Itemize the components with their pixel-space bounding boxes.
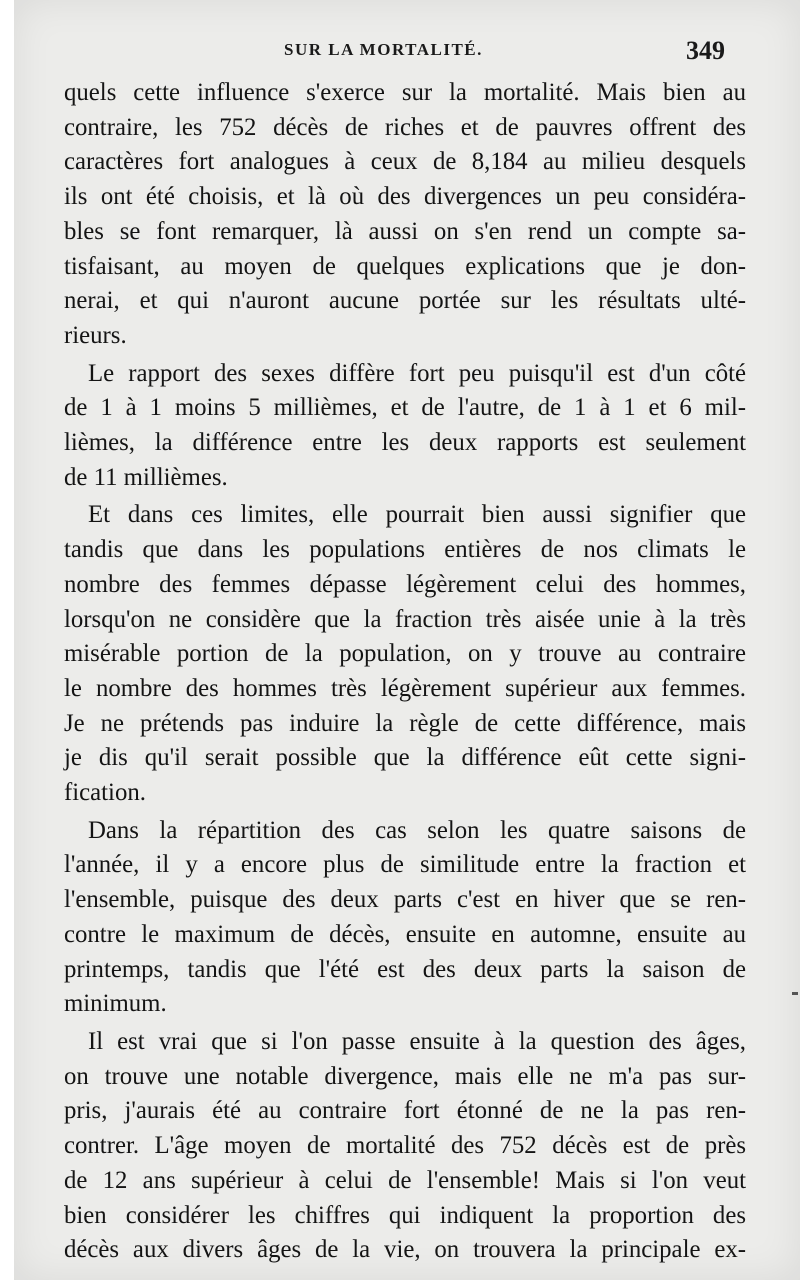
text-line: tandis que dans les populations entières de nos climats le <box>64 536 746 564</box>
text-line: Dans la répartition des cas selon les quatre saisons de <box>88 816 746 844</box>
text-line: bles se font remarquer, là aussi on s'en rend un compte sa- <box>64 217 746 245</box>
text-line: contre le maximum de décès, ensuite en automne, ensuite au <box>64 920 746 948</box>
text-line: nombre des femmes dépasse légèrement celui des hommes, <box>64 570 746 598</box>
paragraph-4 <box>64 814 746 1022</box>
text-line: Le rapport des sexes diffère fort peu puisqu'il est d'un côté <box>88 359 746 387</box>
text-line: misérable portion de la population, on y trouve au contraire <box>64 640 746 668</box>
text-line: quels cette influence s'exerce sur la mortalité. Mais bien au <box>64 79 746 106</box>
text-line: on trouve une notable divergence, mais elle ne m'a pas sur- <box>64 1062 746 1090</box>
page-number: 349 <box>686 36 725 65</box>
book-page <box>14 0 800 1280</box>
paragraph-1 <box>64 76 746 354</box>
text-line: rieurs. <box>64 321 127 349</box>
text-line: tisfaisant, au moyen de quelques explications que je don- <box>64 252 746 280</box>
text-line: l'ensemble, puisque des deux parts c'est en hiver que se ren- <box>64 886 746 914</box>
text-line: printemps, tandis que l'été est des deux parts la saison de <box>64 955 746 983</box>
paragraph-5 <box>64 1025 746 1268</box>
text-line: caractères fort analogues à ceux de 8,184 au milieu desquels <box>64 148 746 176</box>
running-title: SUR LA MORTALITÉ. <box>284 40 483 59</box>
text-line: le nombre des hommes très légèrement supérieur aux femmes. <box>64 674 746 702</box>
text-line: Il est vrai que si l'on passe ensuite à la question des âges, <box>88 1027 746 1055</box>
text-line: décès aux divers âges de la vie, on trouvera la principale ex- <box>64 1236 746 1264</box>
text-line: de 12 ans supérieur à celui de l'ensemble! Mais si l'on veut <box>64 1166 746 1194</box>
text-line: bien considérer les chiffres qui indiquent la proportion des <box>64 1201 746 1229</box>
text-line: je dis qu'il serait possible que la différence eût cette signi- <box>64 744 746 772</box>
body-text <box>64 76 746 1271</box>
text-line: Et dans ces limites, elle pourrait bien aussi signifier que <box>88 501 746 529</box>
text-line: lièmes, la différence entre les deux rapports est seulement <box>64 429 746 457</box>
page-header <box>14 36 800 76</box>
text-line: pris, j'aurais été au contraire fort étonné de ne la pas ren- <box>64 1097 746 1125</box>
text-line: l'année, il y a encore plus de similitude entre la fraction et <box>64 851 746 879</box>
text-line: contrer. L'âge moyen de mortalité des 752 décès est de près <box>64 1132 746 1160</box>
text-line: lorsqu'on ne considère que la fraction très aisée unie à la très <box>64 605 746 633</box>
text-line: minimum. <box>64 990 167 1018</box>
margin-mark <box>792 992 798 995</box>
text-line: ils ont été choisis, et là où des divergences un peu considéra- <box>64 183 746 211</box>
text-line: Je ne prétends pas induire la règle de cette différence, mais <box>64 709 746 737</box>
text-line: de 1 à 1 moins 5 millièmes, et de l'autre, de 1 à 1 et 6 mil- <box>64 394 746 422</box>
text-line: fication. <box>64 779 146 807</box>
paragraph-2 <box>64 357 746 496</box>
text-line: nerai, et qui n'auront aucune portée sur les résultats ulté- <box>64 287 746 315</box>
text-line: de 11 millièmes. <box>64 463 228 491</box>
paragraph-3 <box>64 498 746 810</box>
text-line: contraire, les 752 décès de riches et de pauvres offrent des <box>64 113 746 141</box>
